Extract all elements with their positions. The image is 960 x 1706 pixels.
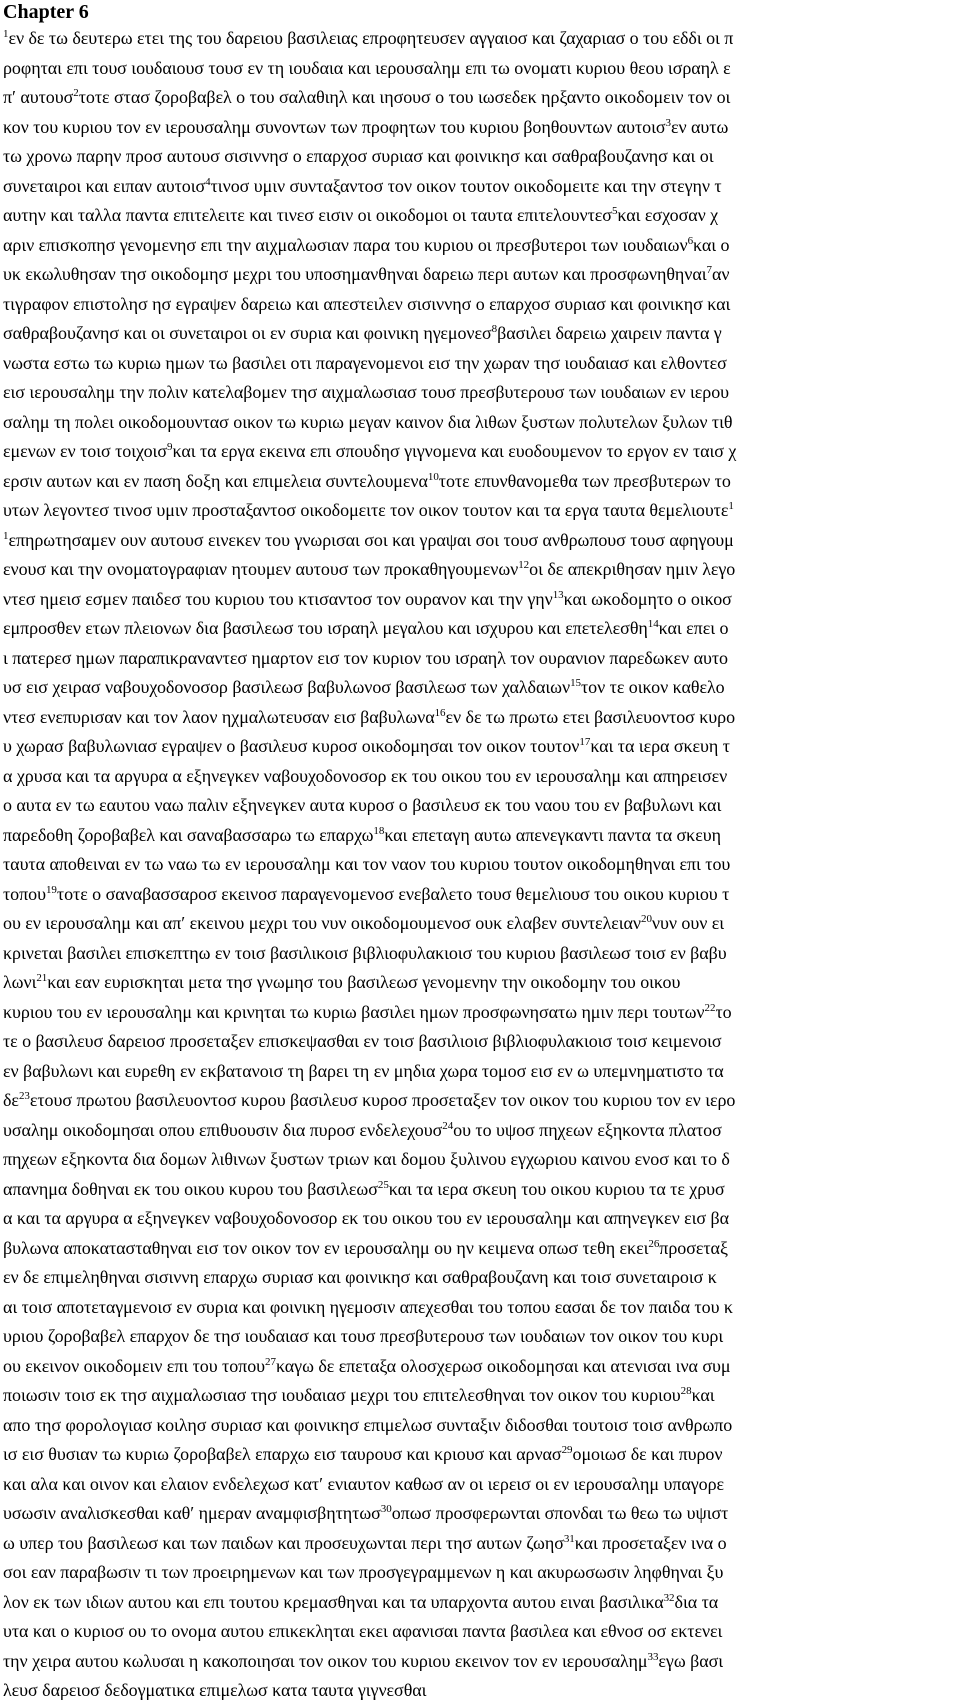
verse-text: παρεδοθη ζοροβαβελ και σαναβασσαρω τω επαρχω (3, 824, 374, 845)
verse-number: 22 (704, 1001, 716, 1014)
verse-text: νωστα εστω τω κυριω ημων τω βασιλει οτι παραγενομενοι εισ την χωραν τησ ιουδαιασ και ελθοντεσ (3, 352, 727, 373)
verse-text: λον εκ των ιδιων αυτου και επι τουτου κρεμασθηναι και τα υπαρχοντα αυτου ειναι βασιλικα (3, 1591, 664, 1612)
verse-text: την χειρα αυτου κωλυσαι η κακοποιησαι τον οικον του κυριου εκεινον τον εν ιερουσαλημ (3, 1650, 648, 1671)
text-line (3, 142, 958, 172)
verse-number: 10 (427, 470, 439, 483)
verse-number: 19 (45, 883, 57, 896)
verse-text: εμενων εν τοισ τοιχοισ (3, 441, 167, 461)
verse-text: ομοιωσ δε και πυρον (572, 1444, 723, 1464)
verse-text: ω υπερ του βασιλεωσ και των παιδων και προσευχωνται περι τησ αυτων ζωησ (3, 1532, 564, 1553)
verse-text: εν δε τω δευτερω ετει της του δαρειου βασιλειας επροφητευσεν αγγαιοσ και ζαχαριασ ο του εδδι οι π (8, 28, 734, 48)
text-line (3, 1057, 958, 1087)
verse-text: ερσιν αυτων και εν παση δοξη και επιμελεια συντελουμενα (3, 470, 428, 491)
text-line (3, 83, 958, 113)
verse-text: οι δε απεκριθησαν ημιν λεγο (529, 559, 736, 579)
verse-text: και τα ιερα σκευη τ (590, 736, 730, 756)
text-line (3, 319, 958, 349)
verse-text: εμπροσθεν ετων πλειονων δια βασιλεωσ του ισραηλ μεγαλου και ισχυρου και επετελεσθη (3, 618, 648, 638)
verse-text: κον του κυριου τον εν ιερουσαλημ συνοντων των προφητων του κυριου βοηθουντων αυτοισ (3, 116, 666, 137)
verse-text: ταυτα αποθειναι εν τω ναω τω εν ιερουσαλημ και τον ναον του κυριου τουτον οικοδομηθηναι επι του (3, 854, 731, 874)
text-line (3, 1145, 958, 1175)
verse-text: ροφηται επι τουσ ιουδαιουσ τουσ εν τη ιουδαια και ιερουσαλημ επι τω ονοματι κυριου θεου ισραηλ ε (3, 57, 731, 78)
text-line (3, 1293, 958, 1323)
text-line (3, 1204, 958, 1234)
text-line (3, 880, 958, 910)
verse-number: 16 (434, 706, 446, 719)
verse-text: και αλα και οινον και ελαιον ενδελεχωσ κατ′ ενιαυτον καθωσ αν οι ιερεισ οι εν ιερουσαλημ υπαγορε (3, 1473, 725, 1494)
verse-text: αι τοισ αποτεταγμενοισ εν συρια και φοινικη ηγεμοσιν απεχεσθαι του τοπου εασαι δε τον παιδα του κ (3, 1296, 733, 1317)
verse-text: υσ εισ χειρασ ναβουχοδονοσορ βασιλεωσ βαβυλωνοσ βασιλεωσ των χαλδαιων (3, 677, 571, 697)
verse-number: 4 (205, 175, 211, 188)
verse-text: απανημα δοθηναι εκ του οικου κυρου του βασιλεωσ (3, 1178, 378, 1199)
text-line (3, 585, 958, 615)
verse-number: 33 (647, 1650, 659, 1663)
verse-text: αν (711, 264, 730, 284)
text-line (3, 1676, 958, 1706)
verse-text: τε ο βασιλευσ δαρειοσ προσεταξεν επισκεψασθαι εν τοισ βασιλιοισ βιβλιοφυλακιοισ τοισ κειμενοισ (3, 1031, 722, 1051)
verse-number: 27 (265, 1355, 276, 1368)
verse-number: 1 (3, 28, 9, 40)
text-line (3, 1529, 958, 1559)
verse-number: 7 (706, 264, 712, 276)
text-line (3, 1086, 958, 1116)
verse-text: ισ εισ θυσιαν τω κυριω ζοροβαβελ επαρχω εισ ταυρουσ και κριουσ και αρνασ (3, 1444, 562, 1464)
text-line (3, 762, 958, 792)
chapter-text (3, 24, 958, 1706)
text-line (3, 644, 958, 674)
text-line (3, 437, 958, 467)
text-line (3, 673, 958, 703)
text-line (3, 54, 958, 84)
verse-number: 18 (373, 824, 385, 837)
verse-text: τινοσ υμιν συνταξαντοσ τον οικον τουτον οικοδομειτε και την στεγην τ (210, 175, 722, 196)
verse-text: εν δε τω πρωτω ετει βασιλευοντοσ κυρο (445, 706, 736, 727)
verse-text: ου εκεινον οικοδομειν επι του τοπου (3, 1355, 266, 1376)
verse-text: καγω δε επεταξα ολοσχερωσ οικοδομησαι και ατενισαι ινα συμ (275, 1355, 731, 1376)
verse-text: εν βαβυλωνι και ευρεθη εν εκβατανοισ τη βαρει τη εν μηδια χωρα τομοσ εισ εν ω υπεμνηματιστο τα (3, 1060, 724, 1081)
verse-text: αυτην και ταλλα παντα επιτελειτε και τινεσ εισιν οι οικοδομοι οι ταυτα επιτελουντεσ (3, 205, 612, 225)
verse-text: ου εν ιερουσαλημ και απ′ εκεινου μεχρι του νυν οικοδομουμενοσ ουκ ελαβεν συντελειαν (3, 913, 642, 933)
verse-number: 31 (563, 1532, 575, 1545)
verse-text: αριν επισκοπησ γενομενησ επι την αιχμαλωσιαν παρα του κυριου οι πρεσβυτεροι των ιουδαιων (3, 234, 688, 255)
verse-number: 20 (641, 913, 652, 925)
verse-number: 1 (728, 500, 734, 512)
verse-number: 15 (570, 677, 581, 689)
chapter-title: Chapter 6 (3, 1, 89, 23)
verse-text: υριου ζοροβαβελ επαρχον δε τησ ιουδαιασ και τουσ πρεσβυτερουσ των ιουδαιων τον οικον του κυρι (3, 1326, 724, 1346)
verse-text: υσωσιν αναλισκεσθαι καθ′ ημεραν αναμφισβητητωσ (3, 1503, 381, 1523)
text-line (3, 1175, 958, 1205)
text-line (3, 1027, 958, 1057)
text-line (3, 614, 958, 644)
text-line (3, 1352, 958, 1382)
text-line (3, 349, 958, 379)
verse-text: α και τα αργυρα α εξηνεγκεν ναβουχοδονοσορ εκ του οικου του εν ιερουσαλημ και απηνεγκεν εισ βα (3, 1208, 729, 1228)
verse-text: προσεταξ (659, 1237, 728, 1258)
verse-text: και τα ιερα σκευη του οικου κυριου τα τε χρυσ (388, 1178, 725, 1199)
verse-text: κυριου του εν ιερουσαλημ και κρινηται τω κυριω βασιλει ημων προσφωνησατω ημιν περι τουτων (3, 1001, 705, 1022)
verse-text: σαθραβουζανησ και οι συνεταιροι οι εν συρια και φοινικη ηγεμονεσ (3, 323, 492, 343)
text-line (3, 1116, 958, 1146)
text-line (3, 290, 958, 320)
text-line (3, 791, 958, 821)
text-line (3, 172, 958, 202)
verse-text: βυλωνα αποκατασταθηναι εισ τον οικον τον εν ιερουσαλημ ου ην κειμενα οπωσ τεθη εκει (3, 1237, 649, 1258)
verse-text: υ χωρασ βαβυλωνιασ εγραψεν ο βασιλευσ κυροσ οικοδομησαι τον οικον τουτον (3, 736, 580, 756)
document-page (3, 0, 958, 1706)
verse-text: συνεταιροι και ειπαν αυτοισ (3, 175, 206, 196)
text-line (3, 526, 958, 556)
verse-text: δε (3, 1090, 19, 1110)
verse-text: και (691, 1385, 715, 1405)
verse-number: 1 (3, 529, 9, 542)
verse-number: 5 (611, 205, 618, 217)
text-line (3, 1588, 958, 1618)
verse-text: εν δε επιμεληθηναι σισιννη επαρχω συριασ και φοινικησ και σαθραβουζανη και τοισ συνεταιροισ κ (3, 1267, 717, 1287)
verse-number: 21 (36, 972, 48, 984)
verse-number: 9 (167, 441, 173, 453)
text-line (3, 496, 958, 526)
verse-text: τιγραφον επιστολησ ησ εγραψεν δαρειω και απεστειλεν σισιννησ ο επαρχοσ συριασ και φοινικησ και (3, 293, 731, 314)
verse-number: 3 (665, 116, 671, 129)
verse-text: ο αυτα εν τω εαυτου ναω παλιν εξηνεγκεν αυτα κυροσ ο βασιλευσ εκ του ναου του εν βαβυλωνι και (3, 795, 722, 815)
verse-text: εισ ιερουσαλημ την πολιν κατελαβομεν τησ αιχμαλωσιασ τουσ πρεσβυτερουσ των ιουδαιων εν ιερου (3, 382, 730, 402)
verse-text: ποιωσιν τοισ εκ τησ αιχμαλωσιασ τησ ιουδαιασ μεχρι του επιτελεσθηναι τον οικον του κυριου (3, 1385, 681, 1405)
verse-number: 6 (687, 234, 694, 247)
verse-number: 17 (579, 736, 591, 748)
verse-text: υσαλημ οικοδομησαι οπου επιθυουσιν δια πυροσ ενδελεχουσ (3, 1119, 443, 1140)
text-line (3, 1440, 958, 1470)
verse-number: 32 (663, 1591, 675, 1604)
verse-text: νυν ουν ει (651, 913, 725, 933)
verse-number: 23 (18, 1090, 30, 1102)
verse-text: λευσ δαρειοσ δεδογματικα επιμελωσ κατα ταυτα γιγνεσθαι (3, 1680, 427, 1700)
text-line (3, 909, 958, 939)
text-line (3, 555, 958, 585)
verse-text: επηρωτησαμεν ουν αυτουσ εινεκεν του γνωρισαι σοι και γραψαι σοι τουσ ανθρωπουσ τουσ αφηγουμ (8, 529, 734, 550)
verse-text: τον τε οικον καθελο (580, 677, 725, 697)
verse-text: κρινεται βασιλει επισκεπτηω εν τοισ βασιλικοισ βιβλιοφυλακιοισ του κυριου βασιλεωσ τοισ εν βαβυ (3, 942, 727, 963)
verse-text: και τα εργα εκεινα επι σπουδησ γιγνομενα και ευοδουμενον το εργον εν ταισ χ (172, 441, 737, 461)
text-line (3, 1322, 958, 1352)
text-line (3, 1499, 958, 1529)
text-line (3, 1647, 958, 1677)
verse-text: ντεσ ημεισ εσμεν παιδεσ του κυριου του κτισαντοσ τον ουρανον και την γην (3, 588, 553, 609)
verse-text: πηχεων εξηκοντα δια δομων λιθινων ξυστων τριων και δομου ξυλινου εγχωριου καινου ενοσ και το δ (3, 1149, 730, 1169)
text-line (3, 113, 958, 143)
verse-text: α χρυσα και τα αργυρα α εξηνεγκεν ναβουχοδονοσορ εκ του οικου του εν ιερουσαλημ και απηρεισεν (3, 765, 728, 786)
verse-text: υτα και ο κυριοσ ου το ονομα αυτου επικεκληται εκει αφανισαι παντα βασιλεα και εθνοσ οσ εκτενει (3, 1621, 723, 1641)
verse-number: 29 (561, 1444, 573, 1456)
verse-text: ενουσ και την ονοματογραφιαν ητουμεν αυτουσ των προκαθηγουμενων (3, 559, 519, 579)
verse-text: και επεταγη αυτω απενεγκαντι παντα τα σκευη (384, 824, 721, 845)
text-line (3, 1617, 958, 1647)
text-line (3, 408, 958, 438)
verse-text: και εσχοσαν χ (617, 205, 719, 225)
verse-text: λωνι (3, 972, 37, 992)
text-line (3, 850, 958, 880)
verse-number: 25 (377, 1178, 389, 1191)
verse-text: και εαν ευρισκηται μετα τησ γνωμησ του βασιλεωσ γενομενην την οικοδομην του οικου (47, 972, 681, 992)
verse-text: οπωσ προσφερωνται σπονδαι τω θεω τω υψιστ (391, 1503, 729, 1523)
text-line (3, 231, 958, 261)
verse-number: 30 (380, 1503, 392, 1515)
verse-text: υτων λεγοντεσ τινοσ υμιν προσταξαντοσ οικοδομειτε τον οικον τουτον και τα εργα ταυτα θεμελιουτε (3, 500, 729, 520)
verse-text: τοτε ο σαναβασσαροσ εκεινοσ παραγενομενοσ ενεβαλετο τουσ θεμελιουσ του οικου κυριου τ (56, 883, 730, 904)
verse-text: και ωκοδομητο ο οικοσ (563, 588, 732, 609)
verse-text: τοτε στασ ζοροβαβελ ο του σαλαθιηλ και ιησουσ ο του ιωσεδεκ ηρξαντο οικοδομειν τον οι (78, 87, 731, 107)
verse-text: ι πατερεσ ημων παραπικραναντεσ ημαρτον εισ τον κυριον του ισραηλ τον ουρανιον παρεδωκεν αυτο (3, 647, 728, 668)
verse-text: ντεσ ενεπυρισαν και τον λαον ηχμαλωτευσαν εισ βαβυλωνα (3, 706, 435, 727)
verse-text: δια τα (674, 1591, 719, 1612)
text-line (3, 378, 958, 408)
verse-text: και προσεταξεν ινα ο (574, 1532, 727, 1553)
verse-number: 12 (518, 559, 530, 571)
text-line (3, 260, 958, 290)
verse-number: 28 (680, 1385, 692, 1397)
verse-text: σαλημ τη πολει οικοδομουντασ οικον τω κυριω μεγαν καινον δια λιθων ξυστων πολυτελων ξυλων τιθ (3, 411, 733, 432)
verse-text: π′ αυτουσ (3, 87, 74, 107)
verse-text: εγω βασι (658, 1650, 724, 1671)
verse-text: ου το υψοσ πηχεων εξηκοντα πλατοσ (453, 1119, 722, 1140)
text-line (3, 732, 958, 762)
text-line (3, 1263, 958, 1293)
verse-text: βασιλει δαρειω χαιρειν παντα γ (497, 323, 722, 343)
text-line (3, 968, 958, 998)
verse-text: εν αυτω (671, 116, 729, 137)
verse-text: ετουσ πρωτου βασιλευοντοσ κυρου βασιλευσ κυροσ προσεταξεν τον οικον του κυριου τον εν ιερο (29, 1090, 736, 1110)
verse-number: 8 (491, 323, 498, 335)
text-line (3, 467, 958, 497)
text-line (3, 703, 958, 733)
verse-text: απο τησ φορολογιασ κοιλησ συριασ και φοινικησ επιμελωσ συνταξιν διδοσθαι τουτοισ τοισ ανθρωπο (3, 1414, 733, 1435)
text-line (3, 939, 958, 969)
verse-text: το (715, 1001, 732, 1022)
text-line (3, 24, 958, 54)
text-line (3, 201, 958, 231)
text-line (3, 1381, 958, 1411)
verse-text: τοτε επυνθανομεθα των πρεσβυτερων το (438, 470, 731, 491)
verse-text: τοπου (3, 883, 46, 904)
text-line (3, 1411, 958, 1441)
verse-text: υκ εκωλυθησαν τησ οικοδομησ μεχρι του υποσημανθηναι δαρειω περι αυτων και προσφωνηθηναι (3, 264, 707, 284)
verse-number: 13 (552, 588, 564, 601)
verse-number: 24 (442, 1119, 454, 1132)
text-line (3, 821, 958, 851)
text-line (3, 1558, 958, 1588)
verse-text: και ο (693, 234, 730, 255)
verse-text: τω χρονω παρην προσ αυτουσ σισιννησ ο επαρχοσ συριασ και φοινικησ και σαθραβουζανησ και οι (3, 146, 714, 166)
verse-number: 14 (647, 618, 659, 630)
text-line (3, 1234, 958, 1264)
verse-number: 2 (73, 87, 79, 99)
verse-text: σοι εαν παραβωσιν τι των προειρημενων και των προσγεγραμμενων η και ακυρωσωσιν ληφθηναι ξυ (3, 1562, 724, 1582)
text-line (3, 998, 958, 1028)
verse-text: και επει ο (658, 618, 729, 638)
verse-number: 26 (648, 1237, 660, 1250)
